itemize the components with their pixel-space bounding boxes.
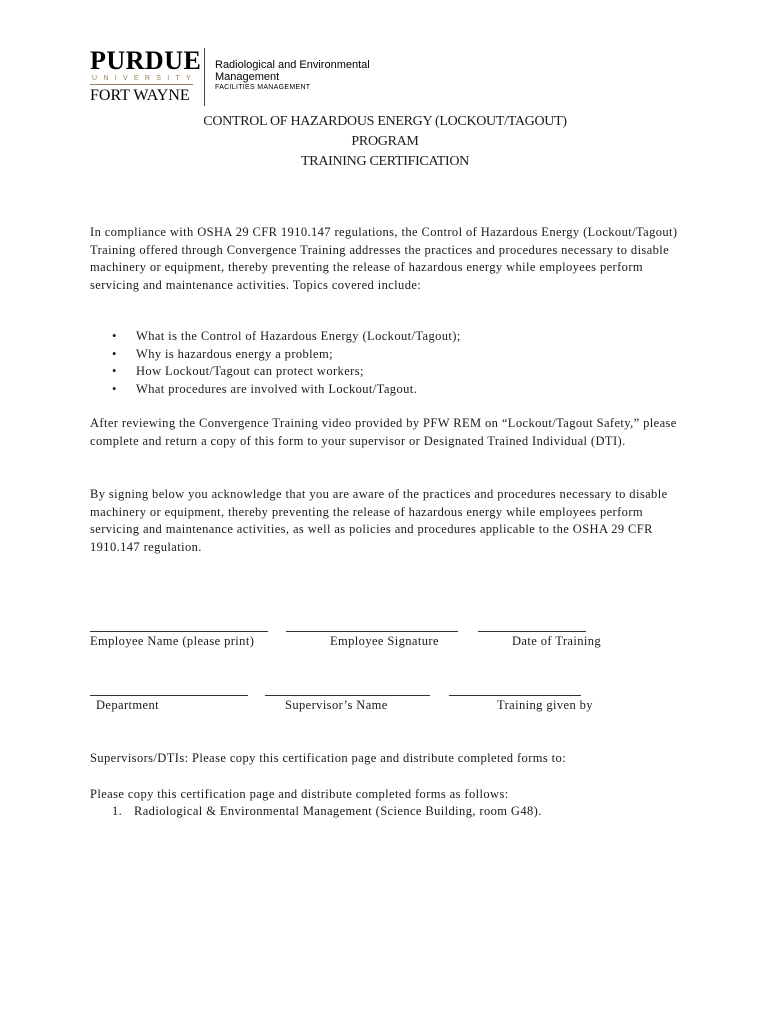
list-item [112, 803, 672, 821]
supervisor-name-label: Supervisor’s Name [285, 698, 388, 712]
list-item-number: 1. [112, 804, 123, 818]
list-item: • How Lockout/Tagout can protect workers; [108, 363, 668, 381]
employee-name-line[interactable] [90, 622, 268, 632]
list-item-text: Radiological & Environmental Management (Science Building, room G48). [134, 804, 542, 818]
supervisor-note: Supervisors/DTIs: Please copy this certification page and distribute completed forms to: [90, 751, 567, 765]
logo-rule [90, 84, 193, 85]
employee-name-field[interactable] [90, 622, 268, 648]
purdue-logo-university: UNIVERSITY [92, 75, 198, 82]
instructions-paragraph: After reviewing the Convergence Training video provided by PFW REM on “Lockout/Tagout Safety,” please complete and return a copy of this form to your supervisor or Designated Trained Individual (DTI). [90, 416, 677, 448]
list-item: • What is the Control of Hazardous Energy (Lockout/Tagout); [108, 328, 668, 346]
title-line-3: TRAINING CERTIFICATION [301, 154, 469, 169]
acknowledgement-paragraph: By signing below you acknowledge that you are aware of the practices and procedures necessary to disable machinery or equipment, thereby preventing the release of hazardous energy while employees perform servicing and maintenance activities, as well as policies and procedures applicable to the OSHA 29 CFR 1910.147 regulation. [90, 487, 668, 554]
training-given-by-line[interactable] [449, 686, 581, 696]
list-item: • What procedures are involved with Lockout/Tagout. [108, 381, 668, 399]
purdue-logo-campus: FORT WAYNE [90, 87, 190, 104]
department-line[interactable] [90, 686, 248, 696]
distribution-note: Please copy this certification page and distribute completed forms as follows: [90, 787, 509, 801]
department-field[interactable] [90, 686, 248, 712]
document-title [90, 112, 680, 172]
date-of-training-line[interactable] [478, 622, 586, 632]
topics-list [108, 328, 668, 398]
supervisor-name-field[interactable] [265, 686, 430, 712]
training-given-by-label: Training given by [497, 698, 593, 712]
title-line-1: CONTROL OF HAZARDOUS ENERGY (LOCKOUT/TAGOUT) [203, 114, 567, 129]
subdepartment-name: FACILITIES MANAGEMENT [215, 84, 311, 91]
signature-row-employee [90, 622, 680, 658]
supervisor-name-line[interactable] [265, 686, 430, 696]
distribution-list [112, 803, 672, 821]
department-name: Radiological and Environmental Management [215, 59, 370, 83]
purdue-logo-wordmark: PURDUE [90, 46, 202, 75]
date-of-training-label: Date of Training [512, 634, 602, 648]
employee-name-label: Employee Name (please print) [90, 634, 255, 648]
header-divider [204, 48, 205, 106]
employee-signature-label: Employee Signature [330, 634, 439, 648]
training-given-by-field[interactable] [449, 686, 593, 712]
intro-paragraph: In compliance with OSHA 29 CFR 1910.147 regulations, the Control of Hazardous Energy (Lockout/Tagout) Training offered through Convergence Training addresses the practices and procedures necessary to disable machinery or equipment, thereby preventing the release of hazardous energy while employees perform servicing and maintenance activities. Topics covered include: [90, 225, 678, 292]
signature-row-supervisor [90, 686, 680, 722]
department-label: Department [96, 698, 160, 712]
letterhead [90, 48, 390, 108]
list-item: • Why is hazardous energy a problem; [108, 346, 668, 364]
date-of-training-field[interactable] [478, 622, 602, 648]
employee-signature-line[interactable] [286, 622, 458, 632]
title-line-2: PROGRAM [351, 134, 419, 149]
employee-signature-field[interactable] [286, 622, 458, 648]
